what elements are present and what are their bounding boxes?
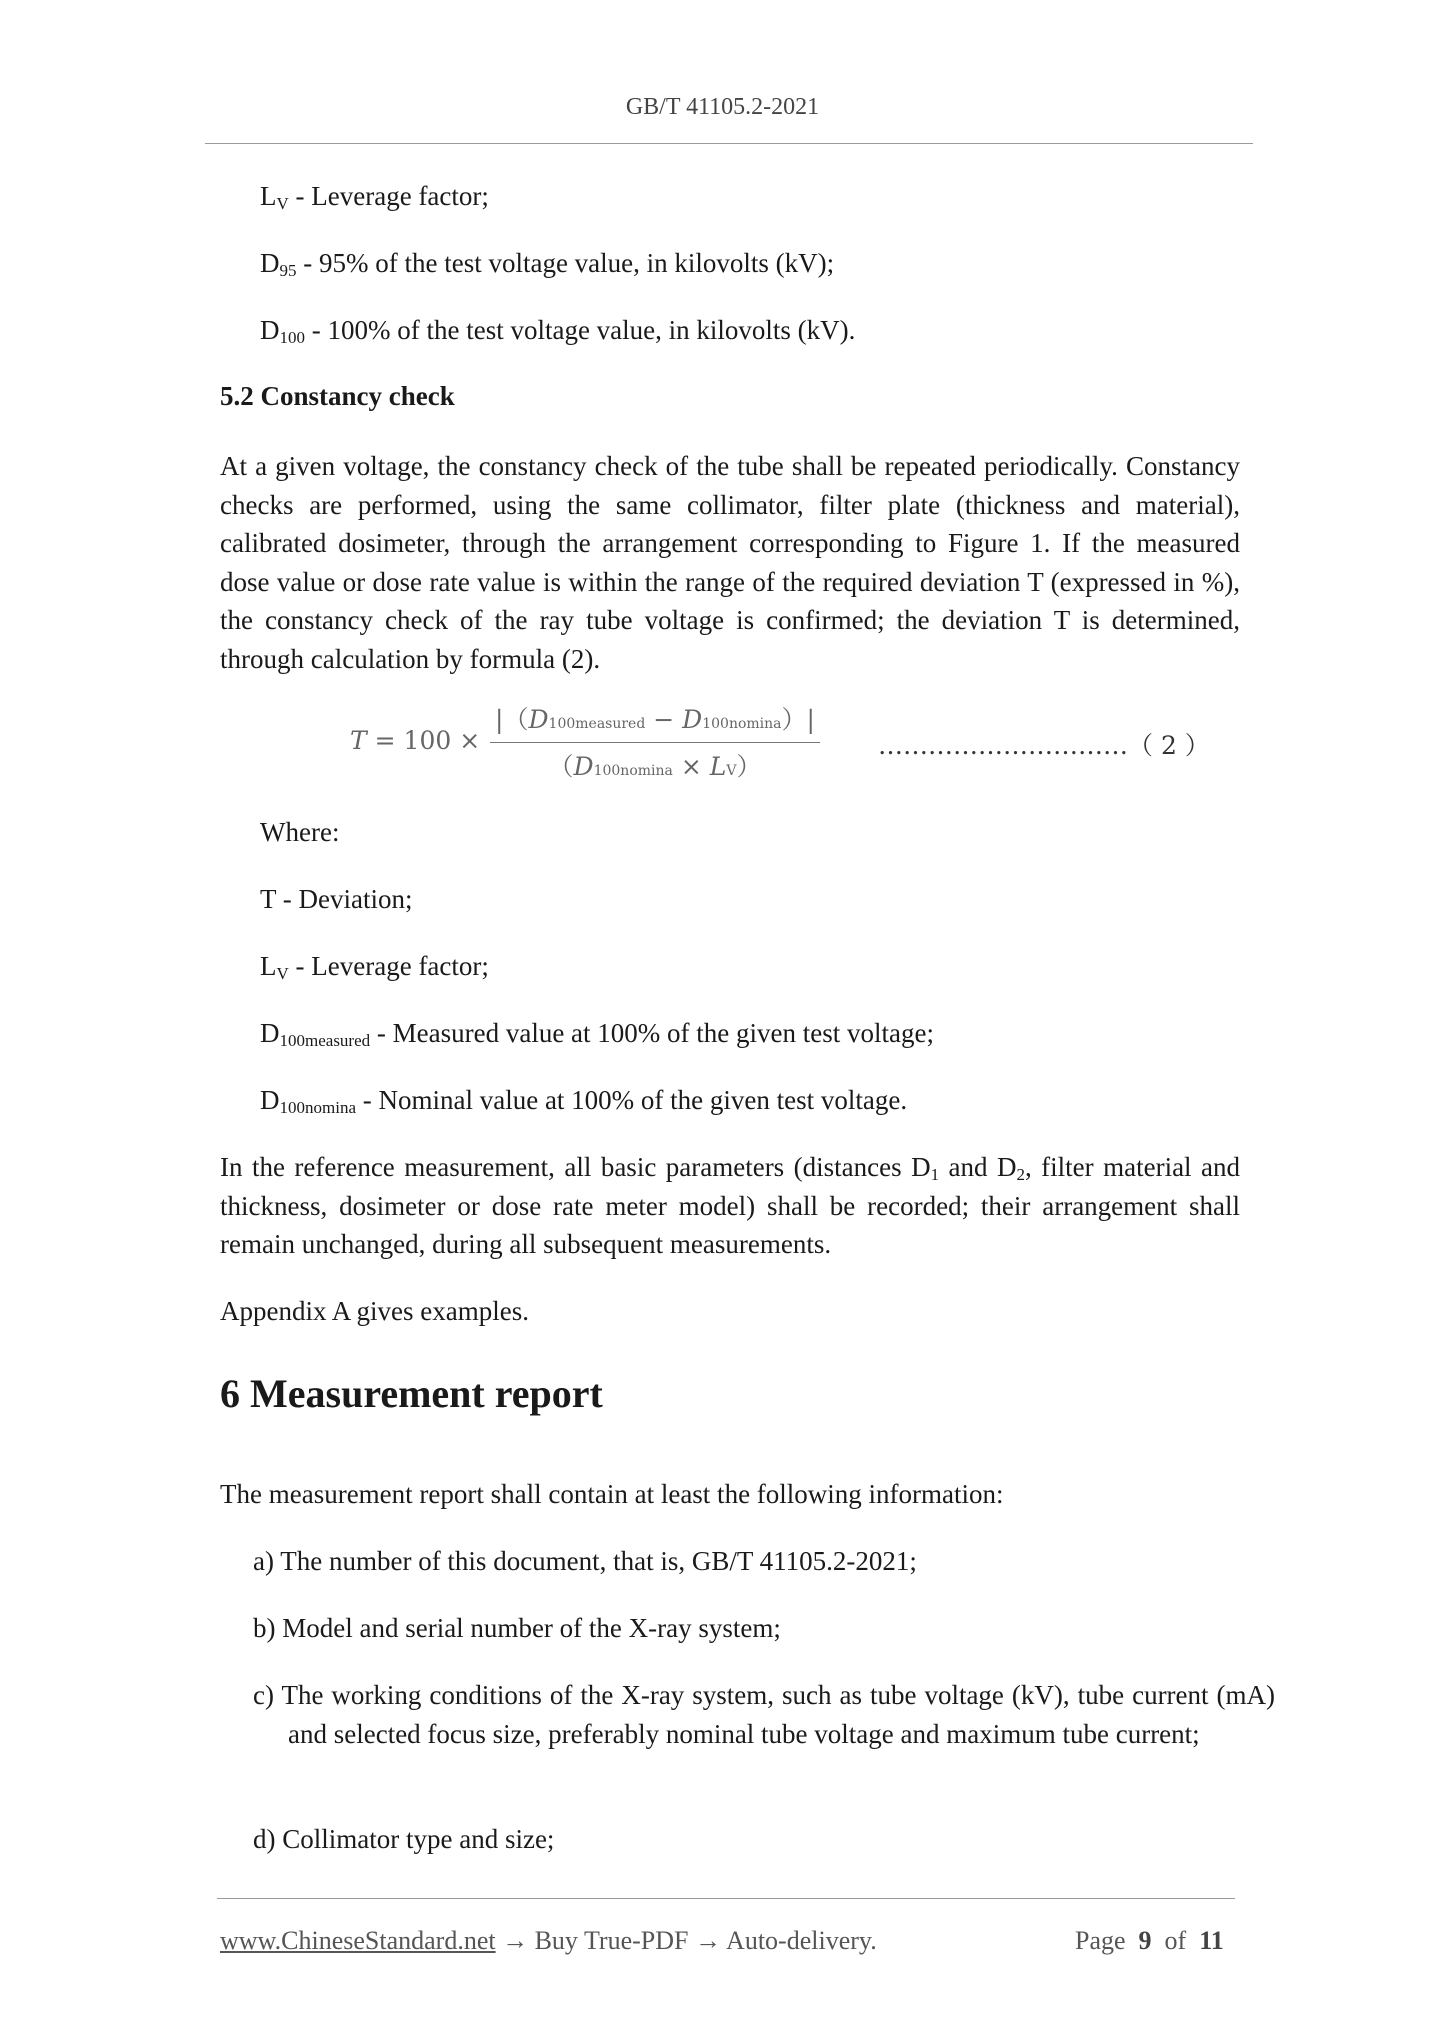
definition-d100measured: $D_{100measured}$ - Measured value at 100% of the given test voltage; xyxy=(260,1018,934,1050)
header-rule xyxy=(205,143,1253,144)
list-item-a: a) The number of this document, that is, GB/T 41105.2-2021; xyxy=(253,1546,917,1576)
list-item-c: c) The working conditions of the X-ray system, such as tube voltage (kV), tube current (mA) and selected focus size, preferably nominal tube voltage and maximum tube current; xyxy=(253,1680,1275,1749)
definition-d100: $D_{100} - 100\%$ of the test voltage value, in kilovolts (kV). xyxy=(260,315,856,347)
formula-fraction-bar xyxy=(490,742,820,743)
formula-2 xyxy=(350,700,1250,790)
formula-factor: = 100 × xyxy=(374,726,481,755)
reference-paragraph: In the reference measurement, all basic parameters (distances $D_1$ and $D_2$, filter material and thickness, dosimeter or dose rate meter model) shall be recorded; their arrangement shall remain unchanged, during all subsequent measurements. xyxy=(220,1152,1240,1259)
footer-website-link[interactable]: www.ChineseStandard.net xyxy=(220,1926,496,1955)
definition-t: T - Deviation; xyxy=(260,884,413,914)
definition-lv-2: $L_V$ - Leverage factor; xyxy=(260,951,489,983)
formula-leader-dots: ………………………… xyxy=(878,731,1128,760)
footer-page-number: Page 9 of 11 xyxy=(1075,1926,1224,1955)
section-5-2-heading: 5.2 Constancy check xyxy=(220,381,455,411)
definition-lv: $L_V$ - Leverage factor; xyxy=(260,181,489,213)
footer-link-line xyxy=(220,1926,877,1956)
definition-d95: $D_{95} - 95\%$ of the test voltage value, in kilovolts (kV); xyxy=(260,248,835,280)
list-item-d: d) Collimator type and size; xyxy=(253,1824,555,1854)
footer-tagline: → Buy True-PDF → Auto-delivery. xyxy=(495,1926,877,1955)
definition-d100nomina: $D_{100nomina}$ - Nominal value at 100% of the given test voltage. xyxy=(260,1085,908,1117)
formula-numerator: |（D100measured − D100nomina）| xyxy=(495,705,815,734)
footer-rule xyxy=(217,1898,1235,1899)
header-doc-number: GB/T 41105.2-2021 xyxy=(625,94,820,120)
formula-denominator: （D100nomina × LV） xyxy=(548,752,762,781)
formula-number: （ 2 ） xyxy=(1128,731,1210,760)
section-6-heading: 6 Measurement report xyxy=(220,1371,603,1416)
formula-lhs: T xyxy=(350,726,367,755)
where-label: Where: xyxy=(260,817,340,847)
section-6-intro: The measurement report shall contain at least the following information: xyxy=(220,1479,1004,1509)
list-item-b: b) Model and serial number of the X-ray system; xyxy=(253,1613,781,1643)
section-5-2-paragraph: At a given voltage, the constancy check of the tube shall be repeated periodically. Constancy checks are performed, using the same collimator, filter plate (thickness and material), calibrated dosimeter, through the arrangement corresponding to Figure 1. If the measured dose value or dose rate value is within the range of the required deviation T (expressed in %), the constancy check of the ray tube voltage is confirmed; the deviation T is determined, through calculation by formula (2). xyxy=(220,451,1240,674)
appendix-note: Appendix A gives examples. xyxy=(220,1296,529,1326)
